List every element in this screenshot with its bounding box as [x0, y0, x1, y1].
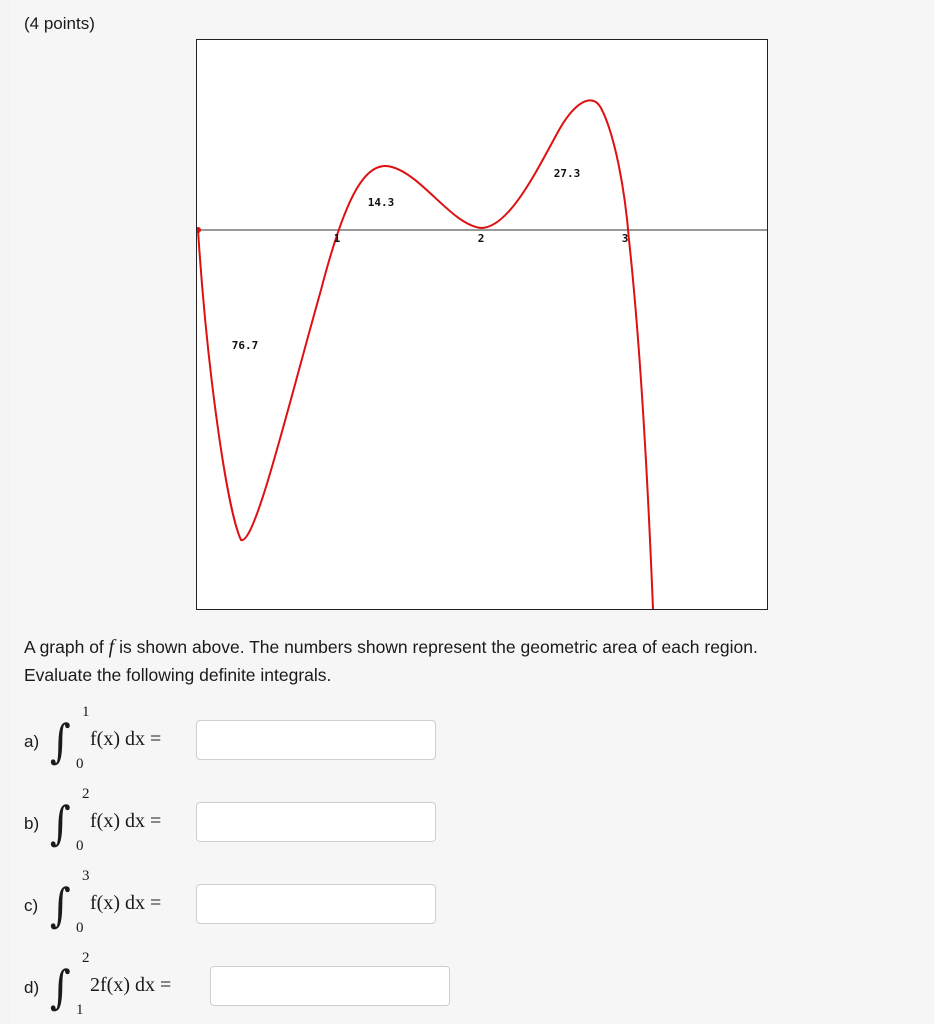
- x-tick-label: 2: [477, 232, 485, 245]
- integral-sign-icon: ∫: [50, 797, 71, 851]
- integrand: f(x) dx =: [90, 892, 162, 914]
- upper-limit: 3: [82, 868, 90, 884]
- answer-input-d[interactable]: [210, 966, 450, 1006]
- integral-expression: [46, 704, 90, 776]
- problem-prompt: [24, 633, 914, 689]
- integral-sign-icon: ∫: [50, 879, 71, 933]
- integrand: f(x) dx =: [90, 810, 162, 832]
- x-tick-label: 3: [621, 232, 629, 245]
- region-area-label: 76.7: [231, 339, 259, 352]
- answer-input-b[interactable]: [196, 802, 436, 842]
- answer-input-c[interactable]: [196, 884, 436, 924]
- graph-container: [196, 39, 768, 610]
- x-tick-label: 1: [333, 232, 341, 245]
- lower-limit: 1: [76, 1002, 84, 1018]
- integral-expression: [46, 868, 90, 940]
- function-symbol: f: [108, 636, 115, 658]
- integral-expression: [46, 950, 90, 1022]
- upper-limit: 2: [82, 786, 90, 802]
- lower-limit: 0: [76, 920, 84, 936]
- prompt-text-start: A graph of: [24, 637, 109, 657]
- integral-expression: [46, 786, 90, 858]
- function-graph: [197, 40, 767, 609]
- answer-input-a[interactable]: [196, 720, 436, 760]
- question-label: d): [24, 978, 40, 997]
- integrand: f(x) dx =: [90, 728, 162, 750]
- lower-limit: 0: [76, 756, 84, 772]
- upper-limit: 1: [82, 704, 90, 720]
- function-curve-f: [198, 100, 653, 609]
- question-label: b): [24, 814, 40, 833]
- question-label: c): [24, 896, 39, 915]
- integrand: 2f(x) dx =: [90, 974, 172, 996]
- upper-limit: 2: [82, 950, 90, 966]
- integral-sign-icon: ∫: [50, 715, 71, 769]
- lower-limit: 0: [76, 838, 84, 854]
- integral-sign-icon: ∫: [50, 961, 71, 1015]
- prompt-text-end: is shown above. The numbers shown represent the geometric area of each region.: [114, 637, 758, 657]
- region-area-label: 27.3: [553, 167, 581, 180]
- region-area-label: 14.3: [367, 196, 395, 209]
- points-label: (4 points): [24, 14, 95, 33]
- prompt-instruction: Evaluate the following definite integrals.: [24, 665, 332, 685]
- curve-start-point: [197, 227, 201, 233]
- question-label: a): [24, 732, 40, 751]
